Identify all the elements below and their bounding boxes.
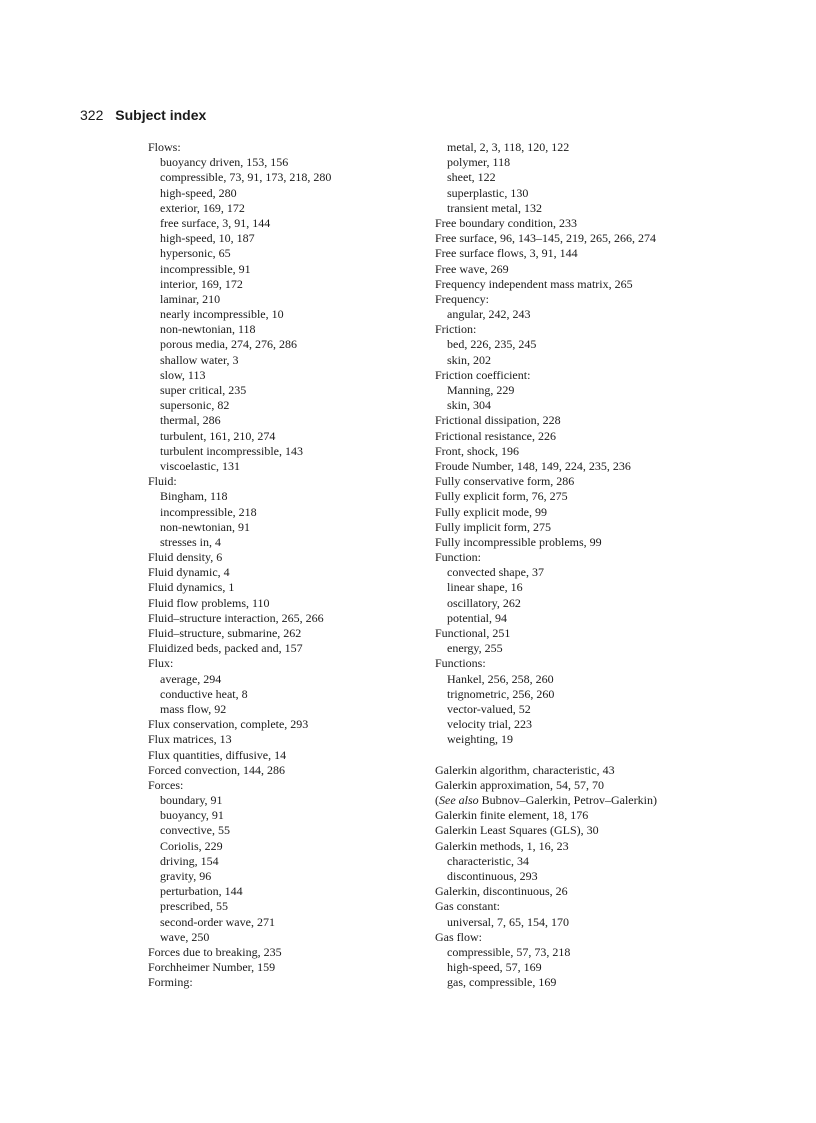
index-entry: Forming:	[148, 975, 193, 990]
index-subentry: high-speed, 280	[160, 185, 237, 200]
index-subentry: angular, 242, 243	[447, 307, 531, 322]
index-subentry: driving, 154	[160, 853, 219, 868]
index-subentry: second-order wave, 271	[160, 914, 275, 929]
see-also-label: See also	[439, 793, 479, 808]
page-number: 322	[80, 107, 104, 123]
index-subentry: Manning, 229	[447, 383, 515, 397]
index-subentry: weighting, 19	[447, 732, 513, 747]
see-also-entry	[435, 793, 755, 808]
index-entry: Gas flow:	[435, 929, 482, 944]
index-entry: Free surface flows, 3, 91, 144	[435, 246, 578, 261]
index-group	[148, 140, 418, 991]
index-subentry: metal, 2, 3, 118, 120, 122	[447, 140, 570, 154]
index-subentry: thermal, 286	[160, 413, 221, 428]
index-subentry: incompressible, 91	[160, 261, 251, 276]
index-entry: Free boundary condition, 233	[435, 215, 577, 230]
index-subentry: skin, 202	[447, 352, 492, 367]
index-entry: Galerkin approximation, 54, 57, 70	[435, 777, 604, 792]
index-subentry: energy, 255	[447, 641, 503, 656]
index-subentry: prescribed, 55	[160, 899, 228, 914]
index-entry: Fluidized beds, packed and, 157	[148, 641, 303, 656]
index-subentry: buoyancy driven, 153, 156	[160, 155, 289, 170]
index-subentry: gravity, 96	[160, 869, 212, 883]
index-subentry: interior, 169, 172	[160, 276, 243, 291]
index-entry: Fluid flow problems, 110	[148, 595, 270, 610]
index-subentry: non-newtonian, 118	[160, 322, 256, 337]
index-subentry: hypersonic, 65	[160, 246, 231, 261]
index-entry: Froude Number, 148, 149, 224, 235, 236	[435, 458, 631, 473]
index-entry: Friction coefficient:	[435, 367, 531, 382]
index-subentry: high-speed, 10, 187	[160, 231, 255, 246]
index-subentry: viscoelastic, 131	[160, 458, 240, 473]
index-entry: Gas constant:	[435, 899, 500, 914]
index-subentry: turbulent, 161, 210, 274	[160, 428, 276, 443]
index-entry: Flux conservation, complete, 293	[148, 717, 309, 732]
index-entry: Flux quantities, diffusive, 14	[148, 747, 287, 762]
index-subentry: linear shape, 16	[447, 580, 523, 595]
index-subentry: trignometric, 256, 260	[447, 686, 555, 701]
index-subentry: bed, 226, 235, 245	[447, 337, 537, 352]
index-entry: Fluid–structure interaction, 265, 266	[148, 610, 324, 625]
index-entry: Fully incompressible problems, 99	[435, 534, 602, 549]
index-subentry: stresses in, 4	[160, 534, 221, 549]
index-subentry: free surface, 3, 91, 144	[160, 215, 271, 230]
index-entry: Fluid dynamics, 1	[148, 580, 235, 595]
index-subentry: high-speed, 57, 169	[447, 960, 542, 975]
index-subentry: convective, 55	[160, 823, 230, 838]
index-subentry: superplastic, 130	[447, 185, 529, 200]
index-subentry: compressible, 57, 73, 218	[447, 944, 571, 959]
index-column-right	[435, 140, 755, 991]
index-entry: Forced convection, 144, 286	[148, 762, 285, 777]
index-entry: Frictional dissipation, 228	[435, 413, 561, 428]
index-subentry: gas, compressible, 169	[447, 975, 557, 990]
index-subentry: vector-valued, 52	[447, 701, 531, 716]
index-subentry: Coriolis, 229	[160, 838, 223, 853]
index-subentry: discontinuous, 293	[447, 869, 538, 883]
index-entry: Fully implicit form, 275	[435, 519, 551, 534]
index-subentry: velocity trial, 223	[447, 717, 532, 732]
index-entry: Fully explicit mode, 99	[435, 504, 547, 519]
index-subentry: potential, 94	[447, 610, 507, 625]
index-entry: Forchheimer Number, 159	[148, 960, 276, 975]
index-subentry: turbulent incompressible, 143	[160, 443, 303, 458]
index-entry: Fluid:	[148, 474, 177, 489]
index-entry: Free wave, 269	[435, 261, 509, 276]
index-subentry: Hankel, 256, 258, 260	[447, 671, 554, 686]
index-subentry: mass flow, 92	[160, 701, 227, 716]
index-entry: Frequency:	[435, 291, 489, 306]
index-subentry: sheet, 122	[447, 170, 496, 185]
index-subentry: skin, 304	[447, 398, 492, 413]
index-entry: Galerkin algorithm, characteristic, 43	[435, 762, 615, 777]
index-subentry: buoyancy, 91	[160, 808, 224, 823]
index-entry: Galerkin finite element, 18, 176	[435, 808, 589, 823]
index-subentry: wave, 250	[160, 929, 210, 944]
index-entry: Fully conservative form, 286	[435, 474, 575, 489]
index-group	[435, 140, 755, 748]
index-entry: Function:	[435, 550, 482, 565]
index-group	[435, 808, 755, 990]
index-subentry: nearly incompressible, 10	[160, 307, 284, 322]
index-entry: Free surface, 96, 143–145, 219, 265, 266, 274	[435, 231, 656, 246]
index-entry: Flows:	[148, 140, 181, 154]
index-subentry: compressible, 73, 91, 173, 218, 280	[160, 170, 332, 185]
see-also-open: (	[435, 793, 439, 808]
index-subentry: boundary, 91	[160, 793, 223, 808]
see-also-refs: Bubnov–Galerkin, Petrov–Galerkin)	[478, 793, 657, 808]
index-entry: Front, shock, 196	[435, 443, 519, 458]
index-subentry: supersonic, 82	[160, 398, 230, 413]
index-subentry: porous media, 274, 276, 286	[160, 337, 297, 352]
index-subentry: transient metal, 132	[447, 200, 542, 215]
index-subentry: conductive heat, 8	[160, 686, 248, 701]
index-entry: Galerkin Least Squares (GLS), 30	[435, 823, 599, 838]
index-entry: Forces due to breaking, 235	[148, 944, 282, 959]
index-subentry: universal, 7, 65, 154, 170	[447, 914, 569, 929]
index-entry: Flux matrices, 13	[148, 732, 232, 747]
index-entry: Galerkin, discontinuous, 26	[435, 884, 568, 899]
index-entry: Fluid density, 6	[148, 550, 223, 565]
index-subentry: slow, 113	[160, 367, 206, 382]
index-entry: Fluid–structure, submarine, 262	[148, 626, 302, 640]
index-subentry: perturbation, 144	[160, 884, 243, 899]
index-entry: Frequency independent mass matrix, 265	[435, 276, 633, 291]
index-entry: Functions:	[435, 656, 486, 671]
index-entry: Fluid dynamic, 4	[148, 565, 230, 580]
index-entry: Functional, 251	[435, 626, 511, 640]
index-subentry: incompressible, 218	[160, 504, 257, 519]
index-entry: Galerkin methods, 1, 16, 23	[435, 838, 569, 853]
running-header	[80, 106, 206, 124]
index-subentry: shallow water, 3	[160, 352, 239, 367]
index-entry: Friction:	[435, 322, 477, 337]
index-subentry: polymer, 118	[447, 155, 511, 170]
index-subentry: average, 294	[160, 671, 222, 686]
index-subentry: laminar, 210	[160, 291, 221, 306]
index-entry: Flux:	[148, 656, 174, 671]
index-subentry: characteristic, 34	[447, 853, 529, 868]
running-title: Subject index	[115, 107, 207, 123]
section-gap	[435, 748, 755, 763]
index-subentry: exterior, 169, 172	[160, 200, 245, 215]
index-column-left	[148, 140, 418, 991]
index-entry: Frictional resistance, 226	[435, 428, 556, 443]
index-subentry: convected shape, 37	[447, 565, 544, 580]
index-subentry: super critical, 235	[160, 383, 247, 397]
index-subentry: oscillatory, 262	[447, 595, 521, 610]
index-subentry: Bingham, 118	[160, 489, 228, 504]
index-entry: Fully explicit form, 76, 275	[435, 489, 568, 504]
index-group	[435, 763, 755, 793]
index-subentry: non-newtonian, 91	[160, 519, 250, 534]
index-entry: Forces:	[148, 777, 184, 792]
